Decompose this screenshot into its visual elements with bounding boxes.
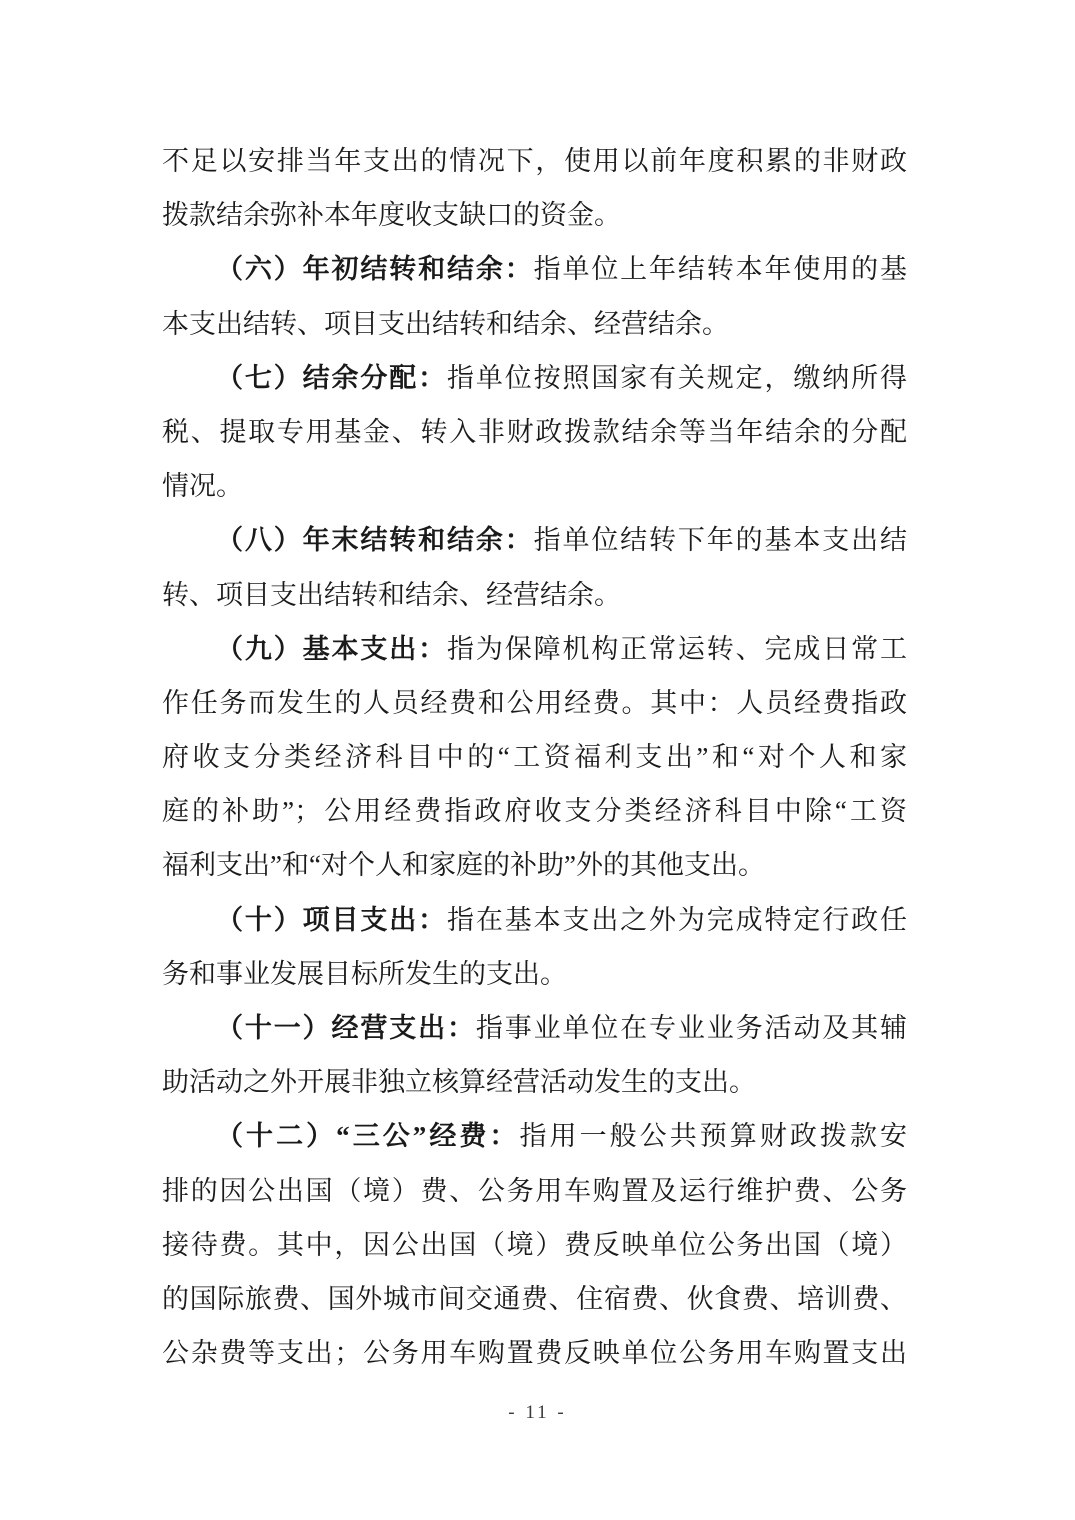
line-text: 转、项目支出结转和结余、经营结余。 bbox=[162, 579, 621, 610]
text-line bbox=[162, 459, 907, 513]
line-text: 庭的补助”；公用经费指政府收支分类经济科目中除“工资 bbox=[162, 796, 907, 827]
text-line bbox=[162, 676, 907, 730]
line-text: 情况。 bbox=[162, 471, 243, 502]
text-line bbox=[162, 838, 907, 892]
text-line bbox=[162, 405, 907, 459]
line-text: 务和事业发展目标所发生的支出。 bbox=[162, 958, 567, 989]
item-heading: （十二）“三公”经费： bbox=[216, 1121, 520, 1152]
line-text: 府收支分类经济科目中的“工资福利支出”和“对个人和家 bbox=[162, 742, 907, 773]
text-line bbox=[162, 784, 907, 838]
text-line bbox=[162, 1001, 907, 1055]
text-line bbox=[162, 134, 907, 188]
item-heading: （六）年初结转和结余： bbox=[216, 254, 534, 285]
line-text: 拨款结余弥补本年度收支缺口的资金。 bbox=[162, 200, 621, 231]
text-line bbox=[162, 893, 907, 947]
document-body bbox=[162, 134, 907, 1380]
text-line bbox=[162, 242, 907, 296]
line-text: 排的因公出国（境）费、公务用车购置及运行维护费、公务 bbox=[162, 1175, 907, 1206]
text-line bbox=[162, 1109, 907, 1163]
text-line bbox=[162, 730, 907, 784]
line-text: 本支出结转、项目支出结转和结余、经营结余。 bbox=[162, 308, 729, 339]
line-text: 指单位上年结转本年使用的基 bbox=[533, 254, 907, 285]
page-number: - 11 - bbox=[508, 1402, 567, 1423]
text-line bbox=[162, 1218, 907, 1272]
line-text: 的国际旅费、国外城市间交通费、住宿费、伙食费、培训费、 bbox=[162, 1283, 907, 1314]
text-line bbox=[162, 1164, 907, 1218]
line-text: 不足以安排当年支出的情况下，使用以前年度积累的非财政 bbox=[162, 146, 907, 176]
line-text: 指单位按照国家有关规定，缴纳所得 bbox=[446, 362, 907, 393]
line-text: 公杂费等支出；公务用车购置费反映单位公务用车购置支出 bbox=[162, 1338, 907, 1369]
line-text: 指单位结转下年的基本支出结 bbox=[533, 525, 907, 556]
text-line bbox=[162, 622, 907, 676]
line-text: 指为保障机构正常运转、完成日常工 bbox=[446, 633, 907, 664]
item-heading: （七）结余分配： bbox=[216, 362, 447, 393]
item-heading: （十一）经营支出： bbox=[216, 1013, 476, 1043]
line-text: 福利支出”和“对个人和家庭的补助”外的其他支出。 bbox=[162, 850, 765, 881]
line-text: 指事业单位在专业业务活动及其辅 bbox=[475, 1013, 907, 1043]
text-line bbox=[162, 188, 907, 242]
line-text: 接待费。其中，因公出国（境）费反映单位公务出国（境） bbox=[162, 1229, 907, 1260]
text-line bbox=[162, 297, 907, 351]
line-text: 助活动之外开展非独立核算经营活动发生的支出。 bbox=[162, 1067, 756, 1098]
line-text: 作任务而发生的人员经费和公用经费。其中：人员经费指政 bbox=[162, 687, 907, 718]
item-heading: （十）项目支出： bbox=[216, 904, 447, 935]
text-line bbox=[162, 1272, 907, 1326]
text-line bbox=[162, 568, 907, 622]
item-heading: （八）年末结转和结余： bbox=[216, 525, 534, 556]
text-line bbox=[162, 351, 907, 405]
text-line bbox=[162, 513, 907, 567]
text-line bbox=[162, 1326, 907, 1380]
text-line bbox=[162, 947, 907, 1001]
item-heading: （九）基本支出： bbox=[216, 633, 447, 664]
line-text: 指用一般公共预算财政拨款安 bbox=[519, 1121, 907, 1152]
text-line bbox=[162, 1055, 907, 1109]
line-text: 税、提取专用基金、转入非财政拨款结余等当年结余的分配 bbox=[162, 416, 907, 447]
line-text: 指在基本支出之外为完成特定行政任 bbox=[446, 904, 907, 935]
